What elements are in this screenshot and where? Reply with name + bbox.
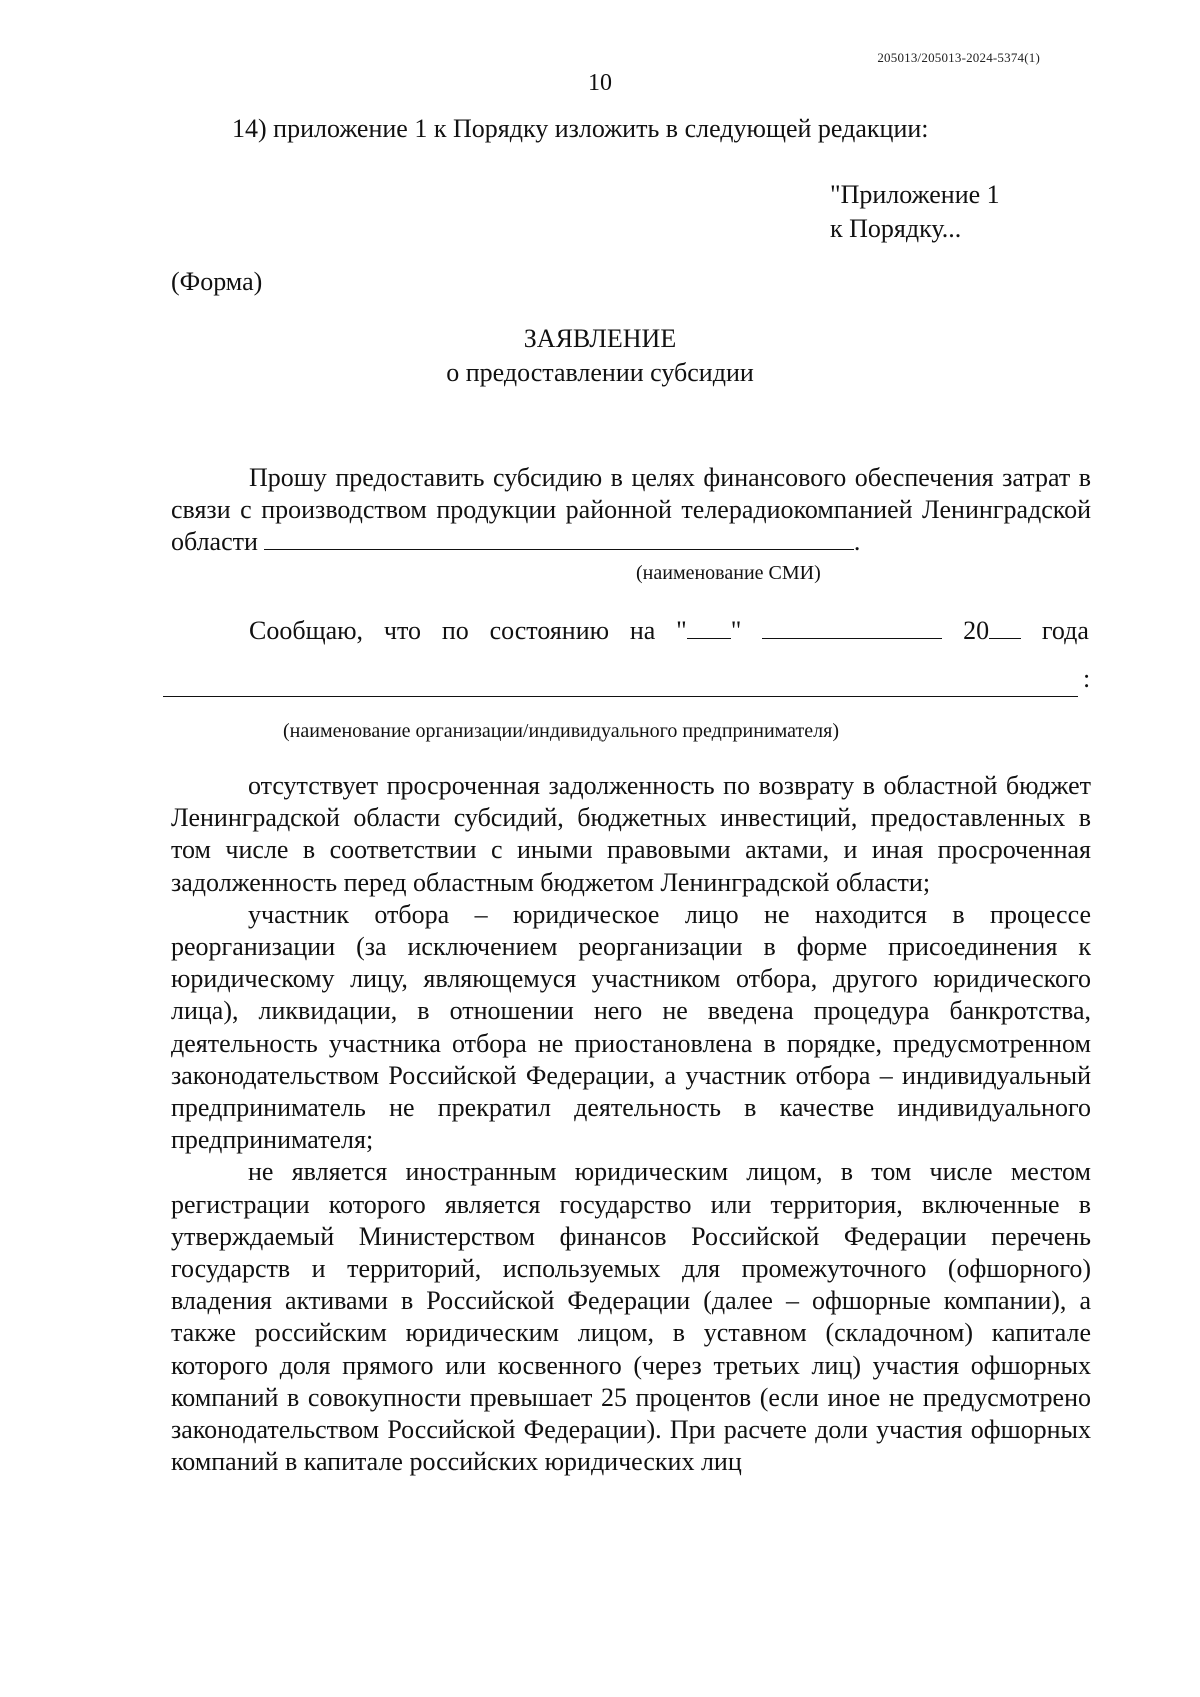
condition-paragraph: отсутствует просроченная задолженность по возврату в областной бюджет Ленинградской области субсидий, бюджетных инвестиций, предоставленных в том числе в соответствии с иными правовыми актами, и иная просроченная задолженность перед областным бюджетом Ленинградской области; bbox=[171, 771, 1091, 897]
report-line bbox=[249, 614, 1089, 648]
year-blank bbox=[989, 618, 1021, 639]
annex-heading-line1: "Приложение 1 bbox=[830, 180, 1000, 209]
year-word: года bbox=[1041, 616, 1089, 645]
document-title: ЗАЯВЛЕНИЕ bbox=[523, 324, 677, 353]
quote-close: " bbox=[730, 616, 742, 645]
month-blank bbox=[762, 618, 942, 639]
amendment-intro: 14) приложение 1 к Порядку изложить в следующей редакции: bbox=[232, 114, 929, 143]
report-word: по bbox=[441, 616, 469, 645]
organization-name-hint: (наименование организации/индивидуального предпринимателя) bbox=[283, 720, 839, 742]
condition-paragraph: не является иностранным юридическим лицом, в том числе местом регистрации которого является государство или территория, включенные в утверждаемый Министерством финансов Российской Федерации перечень государств и территорий, используемых для промежуточного (офшорного) владения активами в Российской Федерации (далее – офшорные компании), а также российским юридическим лицом, в уставном (складочном) капитале которого доля прямого или косвенного (через третьих лиц) участия офшорных компаний в совокупности превышает 25 процентов (если иное не предусмотрено законодательством Российской Федерации). При расчете доли участия офшорных компаний в капитале российских юридических лиц bbox=[171, 1157, 1091, 1477]
organization-name-blank bbox=[163, 696, 1078, 697]
request-end: . bbox=[853, 527, 861, 556]
report-word: состоянию bbox=[489, 616, 610, 645]
year-field bbox=[963, 614, 1021, 648]
document-subtitle: о предоставлении субсидии bbox=[446, 358, 754, 387]
page-number: 10 bbox=[588, 70, 612, 96]
day-field bbox=[676, 614, 741, 648]
quote-open: " bbox=[676, 616, 687, 645]
form-label: (Форма) bbox=[171, 267, 263, 296]
document-id: 205013/205013-2024-5374(1) bbox=[877, 50, 1040, 65]
day-blank bbox=[687, 618, 731, 639]
request-paragraph bbox=[171, 462, 1091, 558]
request-text: Прошу предоставить субсидию в целях финансового обеспечения затрат в связи с производством продукции районной телерадиокомпанией Ленинградской области bbox=[171, 463, 1091, 556]
condition-paragraph: участник отбора – юридическое лицо не находится в процессе реорганизации (за исключением реорганизации в форме присоединения к юридическому лицу, являющемуся участником отбора, другого юридического лица), ликвидации, в отношении него не введена процедура банкротства, деятельность участника отбора не приостановлена в порядке, предусмотренном законодательством Российской Федерации, а участник отбора – индивидуальный предприниматель не прекратил деятельность в качестве индивидуального предпринимателя; bbox=[171, 899, 1091, 1155]
conditions-body bbox=[171, 770, 1091, 1478]
year-prefix: 20 bbox=[963, 616, 990, 645]
report-word: что bbox=[383, 616, 421, 645]
annex-heading-line2: к Порядку... bbox=[830, 214, 962, 243]
colon: : bbox=[1083, 664, 1091, 693]
report-word: Сообщаю, bbox=[249, 616, 364, 645]
media-name-blank bbox=[264, 527, 854, 550]
media-name-hint: (наименование СМИ) bbox=[636, 562, 821, 584]
report-word: на bbox=[629, 616, 656, 645]
